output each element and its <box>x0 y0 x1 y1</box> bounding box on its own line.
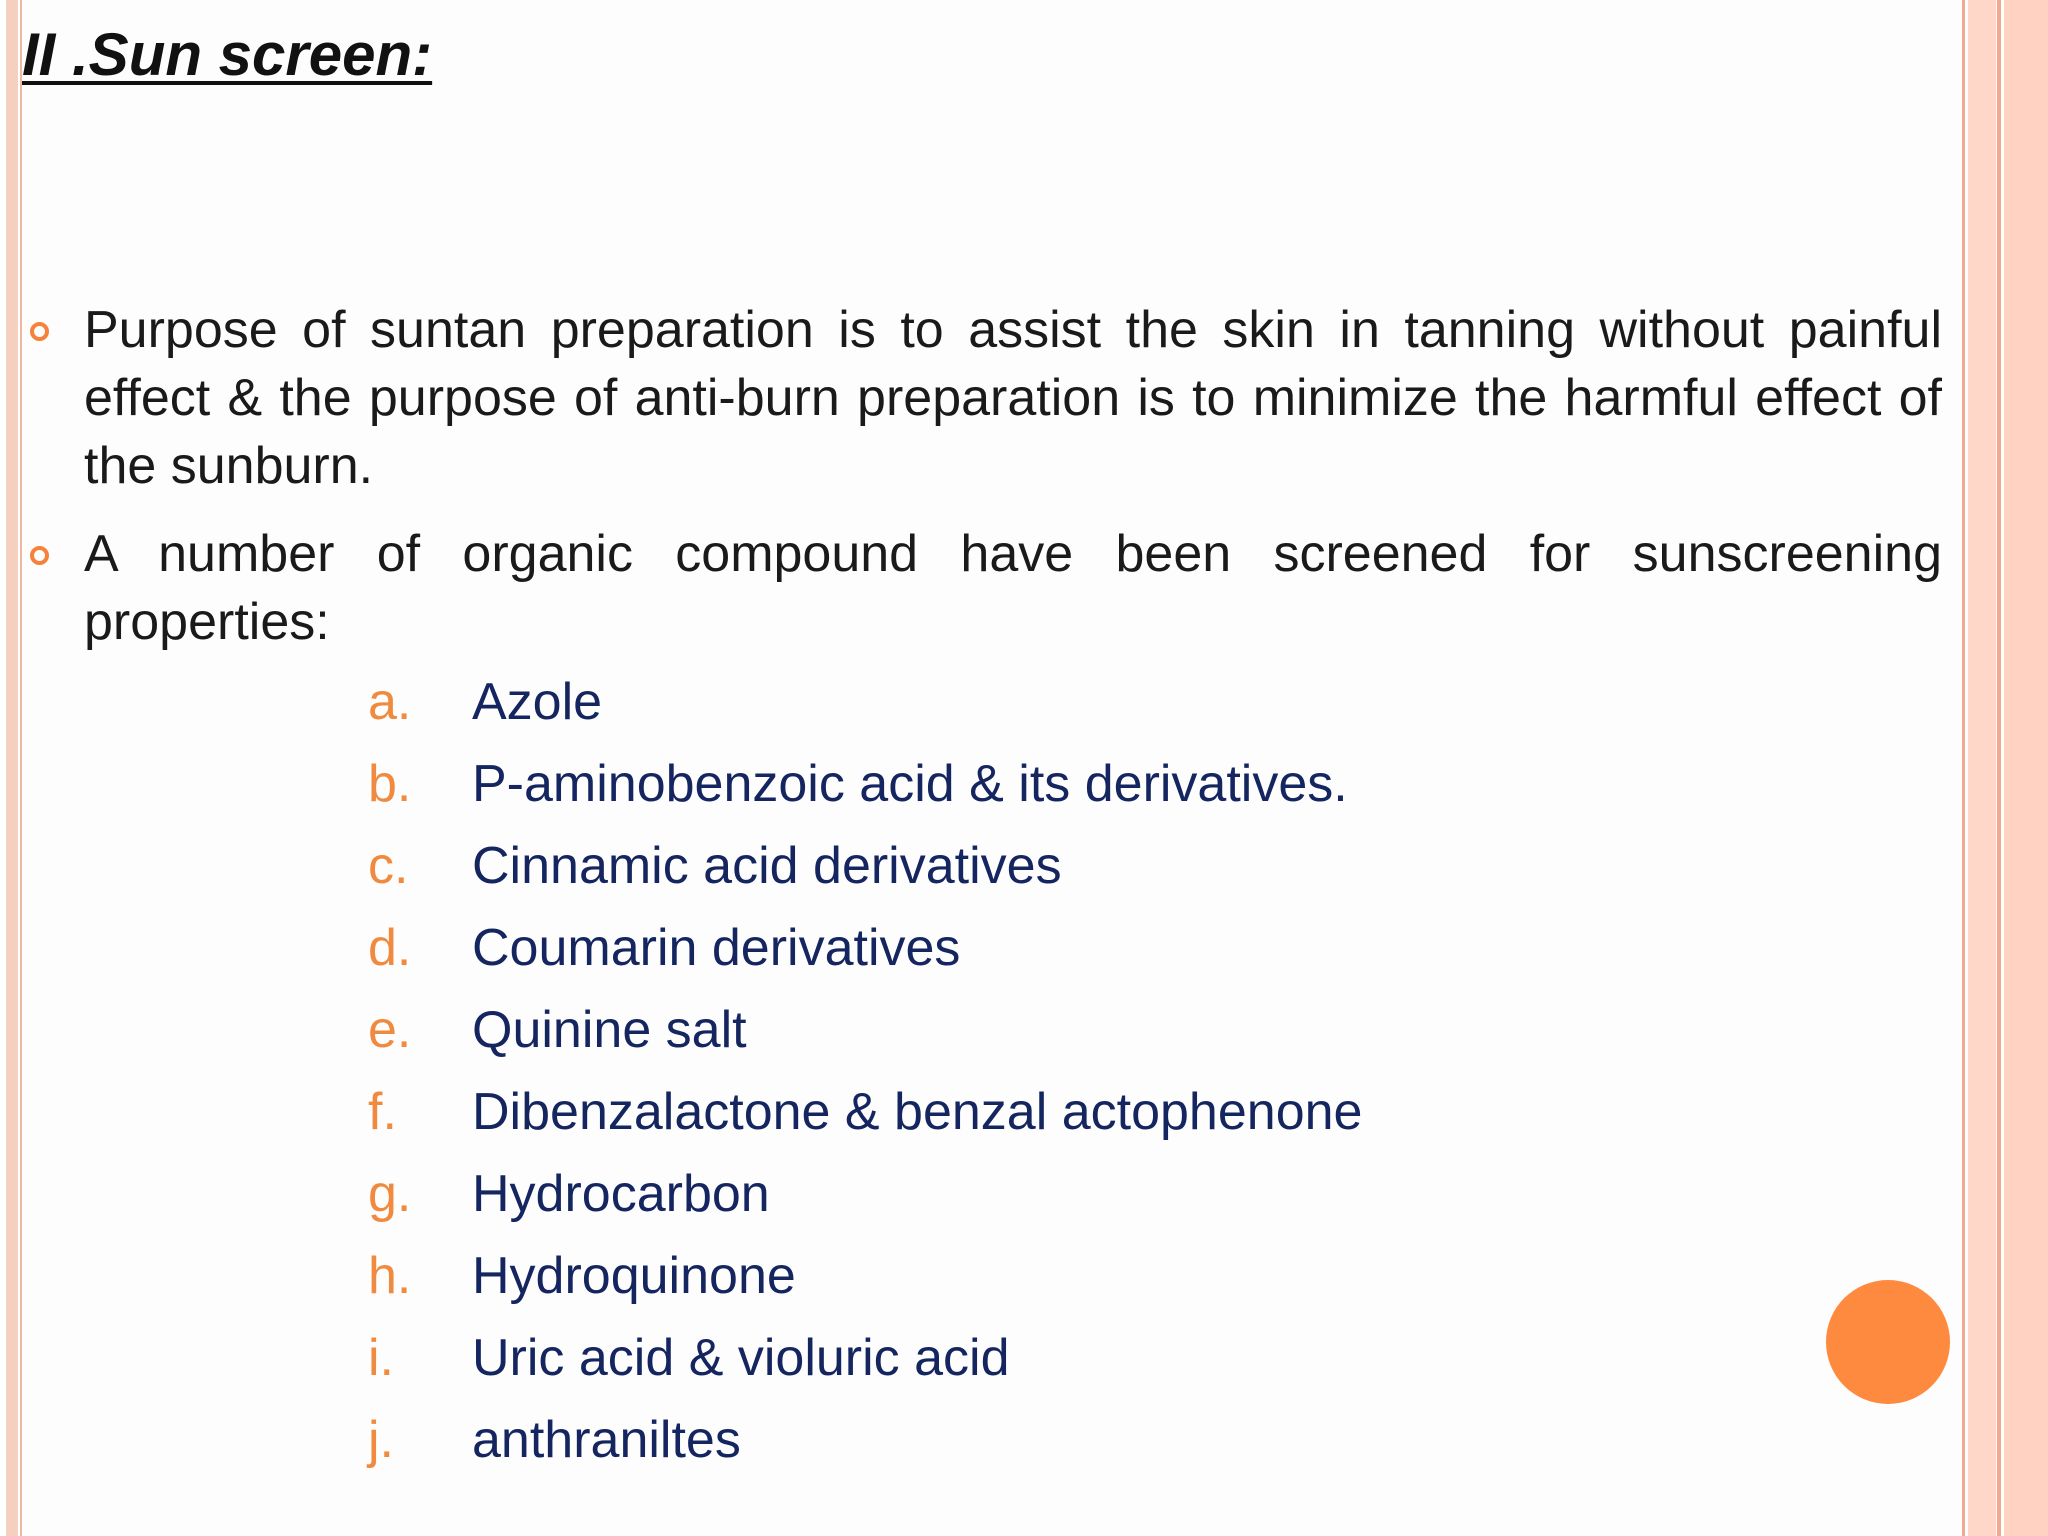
list-marker: e. <box>368 1001 412 1059</box>
bullet-list <box>22 296 1942 676</box>
list-item-text: Cinnamic acid derivatives <box>472 837 1062 895</box>
list-marker: i. <box>368 1329 394 1387</box>
slide-title: II .Sun screen: <box>22 21 433 88</box>
list-marker: d. <box>368 919 412 977</box>
hollow-circle-bullet-icon <box>30 546 49 565</box>
list-marker: b. <box>368 755 412 813</box>
bullet-item <box>22 296 1942 500</box>
left-border-band <box>6 0 18 1536</box>
hollow-circle-bullet-icon <box>30 322 49 341</box>
right-border-outer-band <box>2004 0 2048 1536</box>
list-item-text: Hydroquinone <box>472 1247 796 1305</box>
orange-circle-decoration <box>1826 1280 1950 1404</box>
right-border-line-inner <box>1962 0 1965 1536</box>
list-marker: g. <box>368 1165 412 1223</box>
list-item-text: Coumarin derivatives <box>472 919 961 977</box>
list-item-text: anthraniltes <box>472 1411 741 1469</box>
list-marker: a. <box>368 673 412 731</box>
list-item-text: Quinine salt <box>472 1001 747 1059</box>
right-border-band <box>1968 0 1996 1536</box>
list-marker: f. <box>368 1083 397 1141</box>
list-item-text: Dibenzalactone & benzal actophenone <box>472 1083 1363 1141</box>
list-item-text: Uric acid & violuric acid <box>472 1329 1010 1387</box>
list-marker: h. <box>368 1247 412 1305</box>
list-marker: c. <box>368 837 409 895</box>
list-item-text: P-aminobenzoic acid & its derivatives. <box>472 755 1348 813</box>
bullet-text: Purpose of suntan preparation is to assist the skin in tanning without painful effect & the purpose of anti-burn preparation is to minimize the harmful effect of the sunburn. <box>84 301 1942 495</box>
left-border-line <box>20 0 22 1536</box>
right-border-line-outer <box>1997 0 2001 1536</box>
list-item-text: Hydrocarbon <box>472 1165 770 1223</box>
bullet-item <box>22 520 1942 656</box>
bullet-text: A number of organic compound have been screened for sunscreening properties: <box>84 525 1942 651</box>
list-marker: j. <box>368 1411 394 1469</box>
list-item-text: Azole <box>472 673 603 731</box>
